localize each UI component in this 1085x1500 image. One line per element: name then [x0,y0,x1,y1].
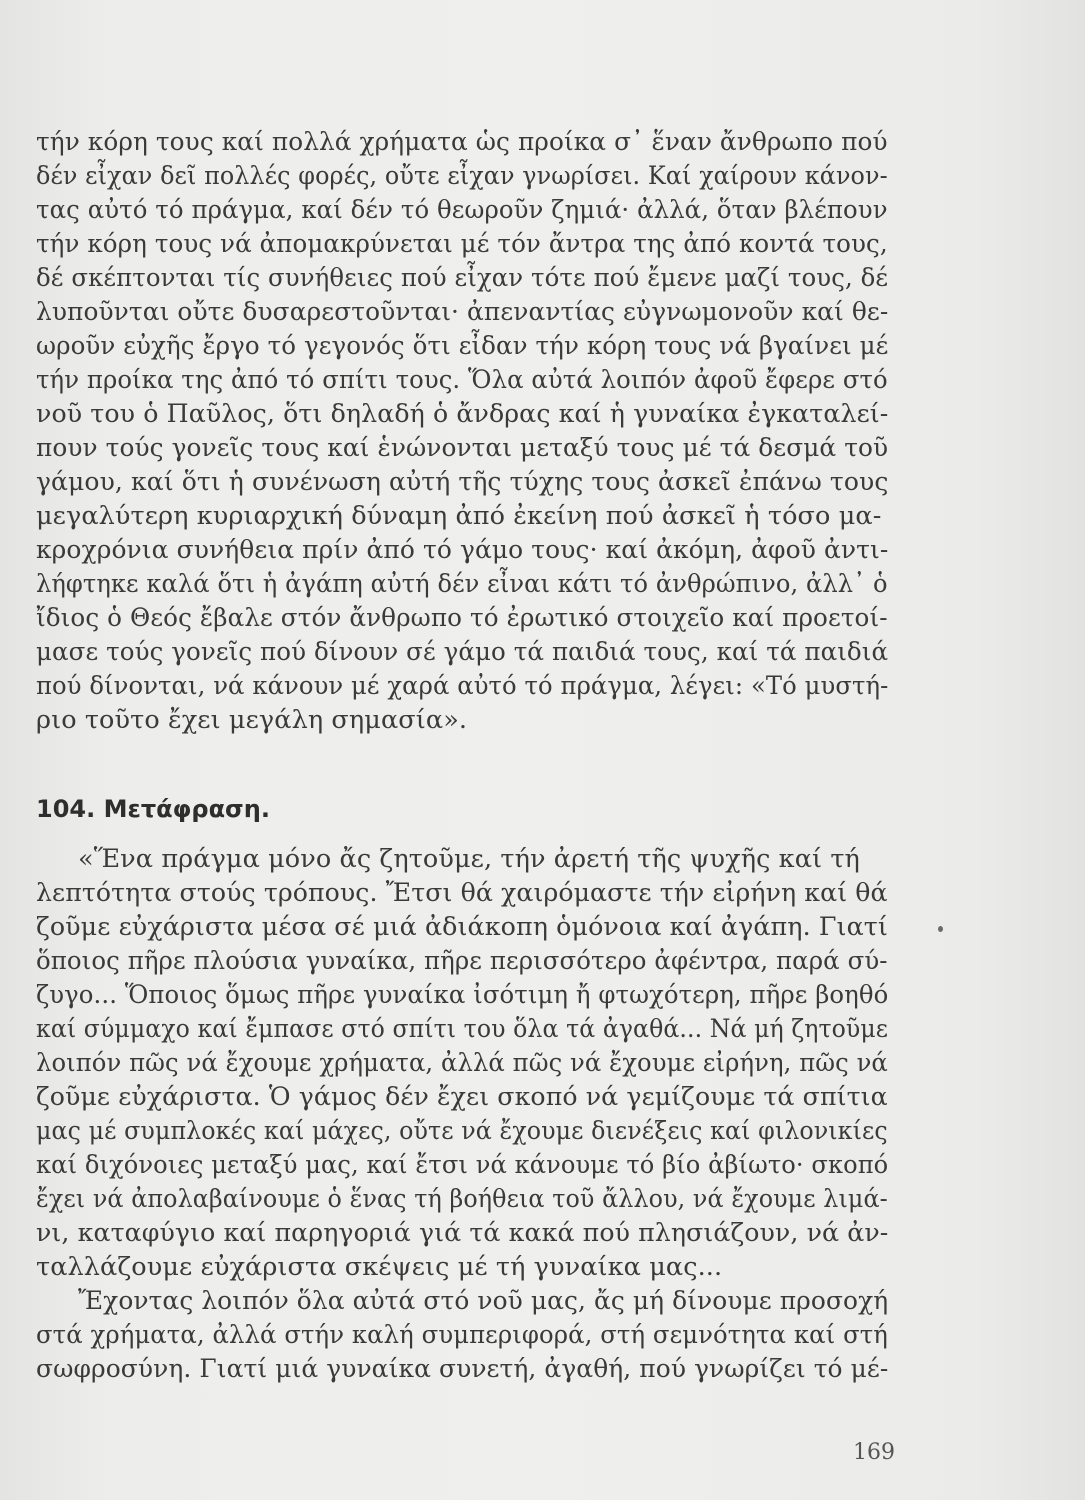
text-line: καί διχόνοιες μεταξύ μας, καί ἔτσι νά κάνουμε τό βίο ἀβίωτο· σκοπό [36,1150,889,1180]
text-line: πουν τούς γονεῖς τους καί ἑνώνονται μεταξύ τους μέ τά δεσμά τοῦ [36,433,889,463]
section-heading: 104. Μετάφραση. [36,795,270,823]
text-line: δέν εἶχαν δεῖ πολλές φορές, οὔτε εἶχαν γνωρίσει. Καί χαίρουν κάνον- [36,161,888,191]
text-line: ἴδιος ὁ Θεός ἔβαλε στόν ἄνθρωπο τό ἐρωτικό στοιχεῖο καί προετοί- [36,603,888,633]
text-line: πού δίνονται, νά κάνουν μέ χαρά αὐτό τό πράγμα, λέγει: «Τό μυστή- [36,671,889,701]
text-line: λοιπόν πῶς νά ἔχουμε χρήματα, ἀλλά πῶς νά ἔχουμε εἰρήνη, πῶς νά [36,1048,888,1078]
text-line: ταλλάζουμε εὐχάριστα σκέψεις μέ τή γυναίκα μας... [36,1252,723,1282]
text-line: ζυγο... Ὅποιος ὅμως πῆρε γυναίκα ἰσότιμη ἤ φτωχότερη, πῆρε βοηθό [36,980,889,1010]
text-line: τήν κόρη τους νά ἀπομακρύνεται μέ τόν ἄντρα της ἀπό κοντά τους, [36,229,888,259]
text-line: μας μέ συμπλοκές καί μάχες, οὔτε νά ἔχουμε διενέξεις καί φιλονικίες [36,1116,888,1146]
text-line: τας αὐτό τό πράγμα, καί δέν τό θεωροῦν ζημιά· ἀλλά, ὅταν βλέπουν [36,195,888,225]
text-line: σωφροσύνη. Γιατί μιά γυναίκα συνετή, ἀγαθή, πού γνωρίζει τό μέ- [36,1354,889,1384]
text-line: μεγαλύτερη κυριαρχική δύναμη ἀπό ἐκείνη πού ἀσκεῖ ἡ τόσο μα- [36,501,882,531]
text-line: ωροῦν εὐχῆς ἔργο τό γεγονός ὅτι εἶδαν τήν κόρη τους νά βγαίνει μέ [36,331,889,361]
text-line: κροχρόνια συνήθεια πρίν ἀπό τό γάμο τους· καί ἀκόμη, ἀφοῦ ἀντι- [36,535,889,565]
text-line: τήν κόρη τους καί πολλά χρήματα ὡς προίκα σ᾽ ἕναν ἄνθρωπο πού [36,127,888,157]
text-line: γάμου, καί ὅτι ἡ συνένωση αὐτή τῆς τύχης τους ἀσκεῖ ἐπάνω τους [36,467,889,497]
text-line: ἔχει νά ἀπολαβαίνουμε ὁ ἕνας τή βοήθεια τοῦ ἄλλου, νά ἔχουμε λιμά- [36,1184,888,1214]
text-line: δέ σκέπτονται τίς συνήθειες πού εἶχαν τότε πού ἔμενε μαζί τους, δέ [36,263,889,293]
text-line: μασε τούς γονεῖς πού δίνουν σέ γάμο τά παιδιά τους, καί τά παιδιά [36,637,889,667]
text-line: ριο τοῦτο ἔχει μεγάλη σημασία». [36,705,468,735]
text-line: ζοῦμε εὐχάριστα μέσα σέ μιά ἀδιάκοπη ὁμόνοια καί ἀγάπη. Γιατί [36,912,888,942]
text-line: ὅποιος πῆρε πλούσια γυναίκα, πῆρε περισσότερο ἀφέντρα, παρά σύ- [36,946,888,976]
text-line: στά χρήματα, ἀλλά στήν καλή συμπεριφορά, στή σεμνότητα καί στή [36,1320,888,1350]
text-line: λυποῦνται οὔτε δυσαρεστοῦνται· ἀπεναντίας εὐγνωμονοῦν καί θε- [36,297,889,327]
text-line: τήν προίκα της ἀπό τό σπίτι τους. Ὅλα αὐτά λοιπόν ἀφοῦ ἔφερε στό [36,365,888,395]
text-line: νοῦ του ὁ Παῦλος, ὅτι δηλαδή ὁ ἄνδρας καί ἡ γυναίκα ἐγκαταλεί- [36,399,889,429]
text-line: νι, καταφύγιο καί παρηγοριά γιά τά κακά πού πλησιάζουν, νά ἀν- [36,1218,889,1248]
text-line: ζοῦμε εὐχάριστα. Ὁ γάμος δέν ἔχει σκοπό νά γεμίζουμε τά σπίτια [36,1082,888,1112]
text-line: «Ἕνα πράγμα μόνο ἄς ζητοῦμε, τήν ἀρετή τῆς ψυχῆς καί τή [78,844,860,874]
text-line: λεπτότητα στούς τρόπους. Ἔτσι θά χαιρόμαστε τήν εἰρήνη καί θά [36,878,888,908]
text-line: Ἔχοντας λοιπόν ὅλα αὐτά στό νοῦ μας, ἄς μή δίνουμε προσοχή [78,1286,889,1316]
text-line: καί σύμμαχο καί ἔμπασε στό σπίτι του ὅλα τά ἀγαθά... Νά μή ζητοῦμε [36,1014,889,1044]
text-line: λήφτηκε καλά ὅτι ἡ ἀγάπη αὐτή δέν εἶναι κάτι τό ἀνθρώπινο, ἀλλ᾽ ὁ [36,569,888,599]
ink-speck [938,926,943,932]
page-number: 169 [853,1440,895,1465]
